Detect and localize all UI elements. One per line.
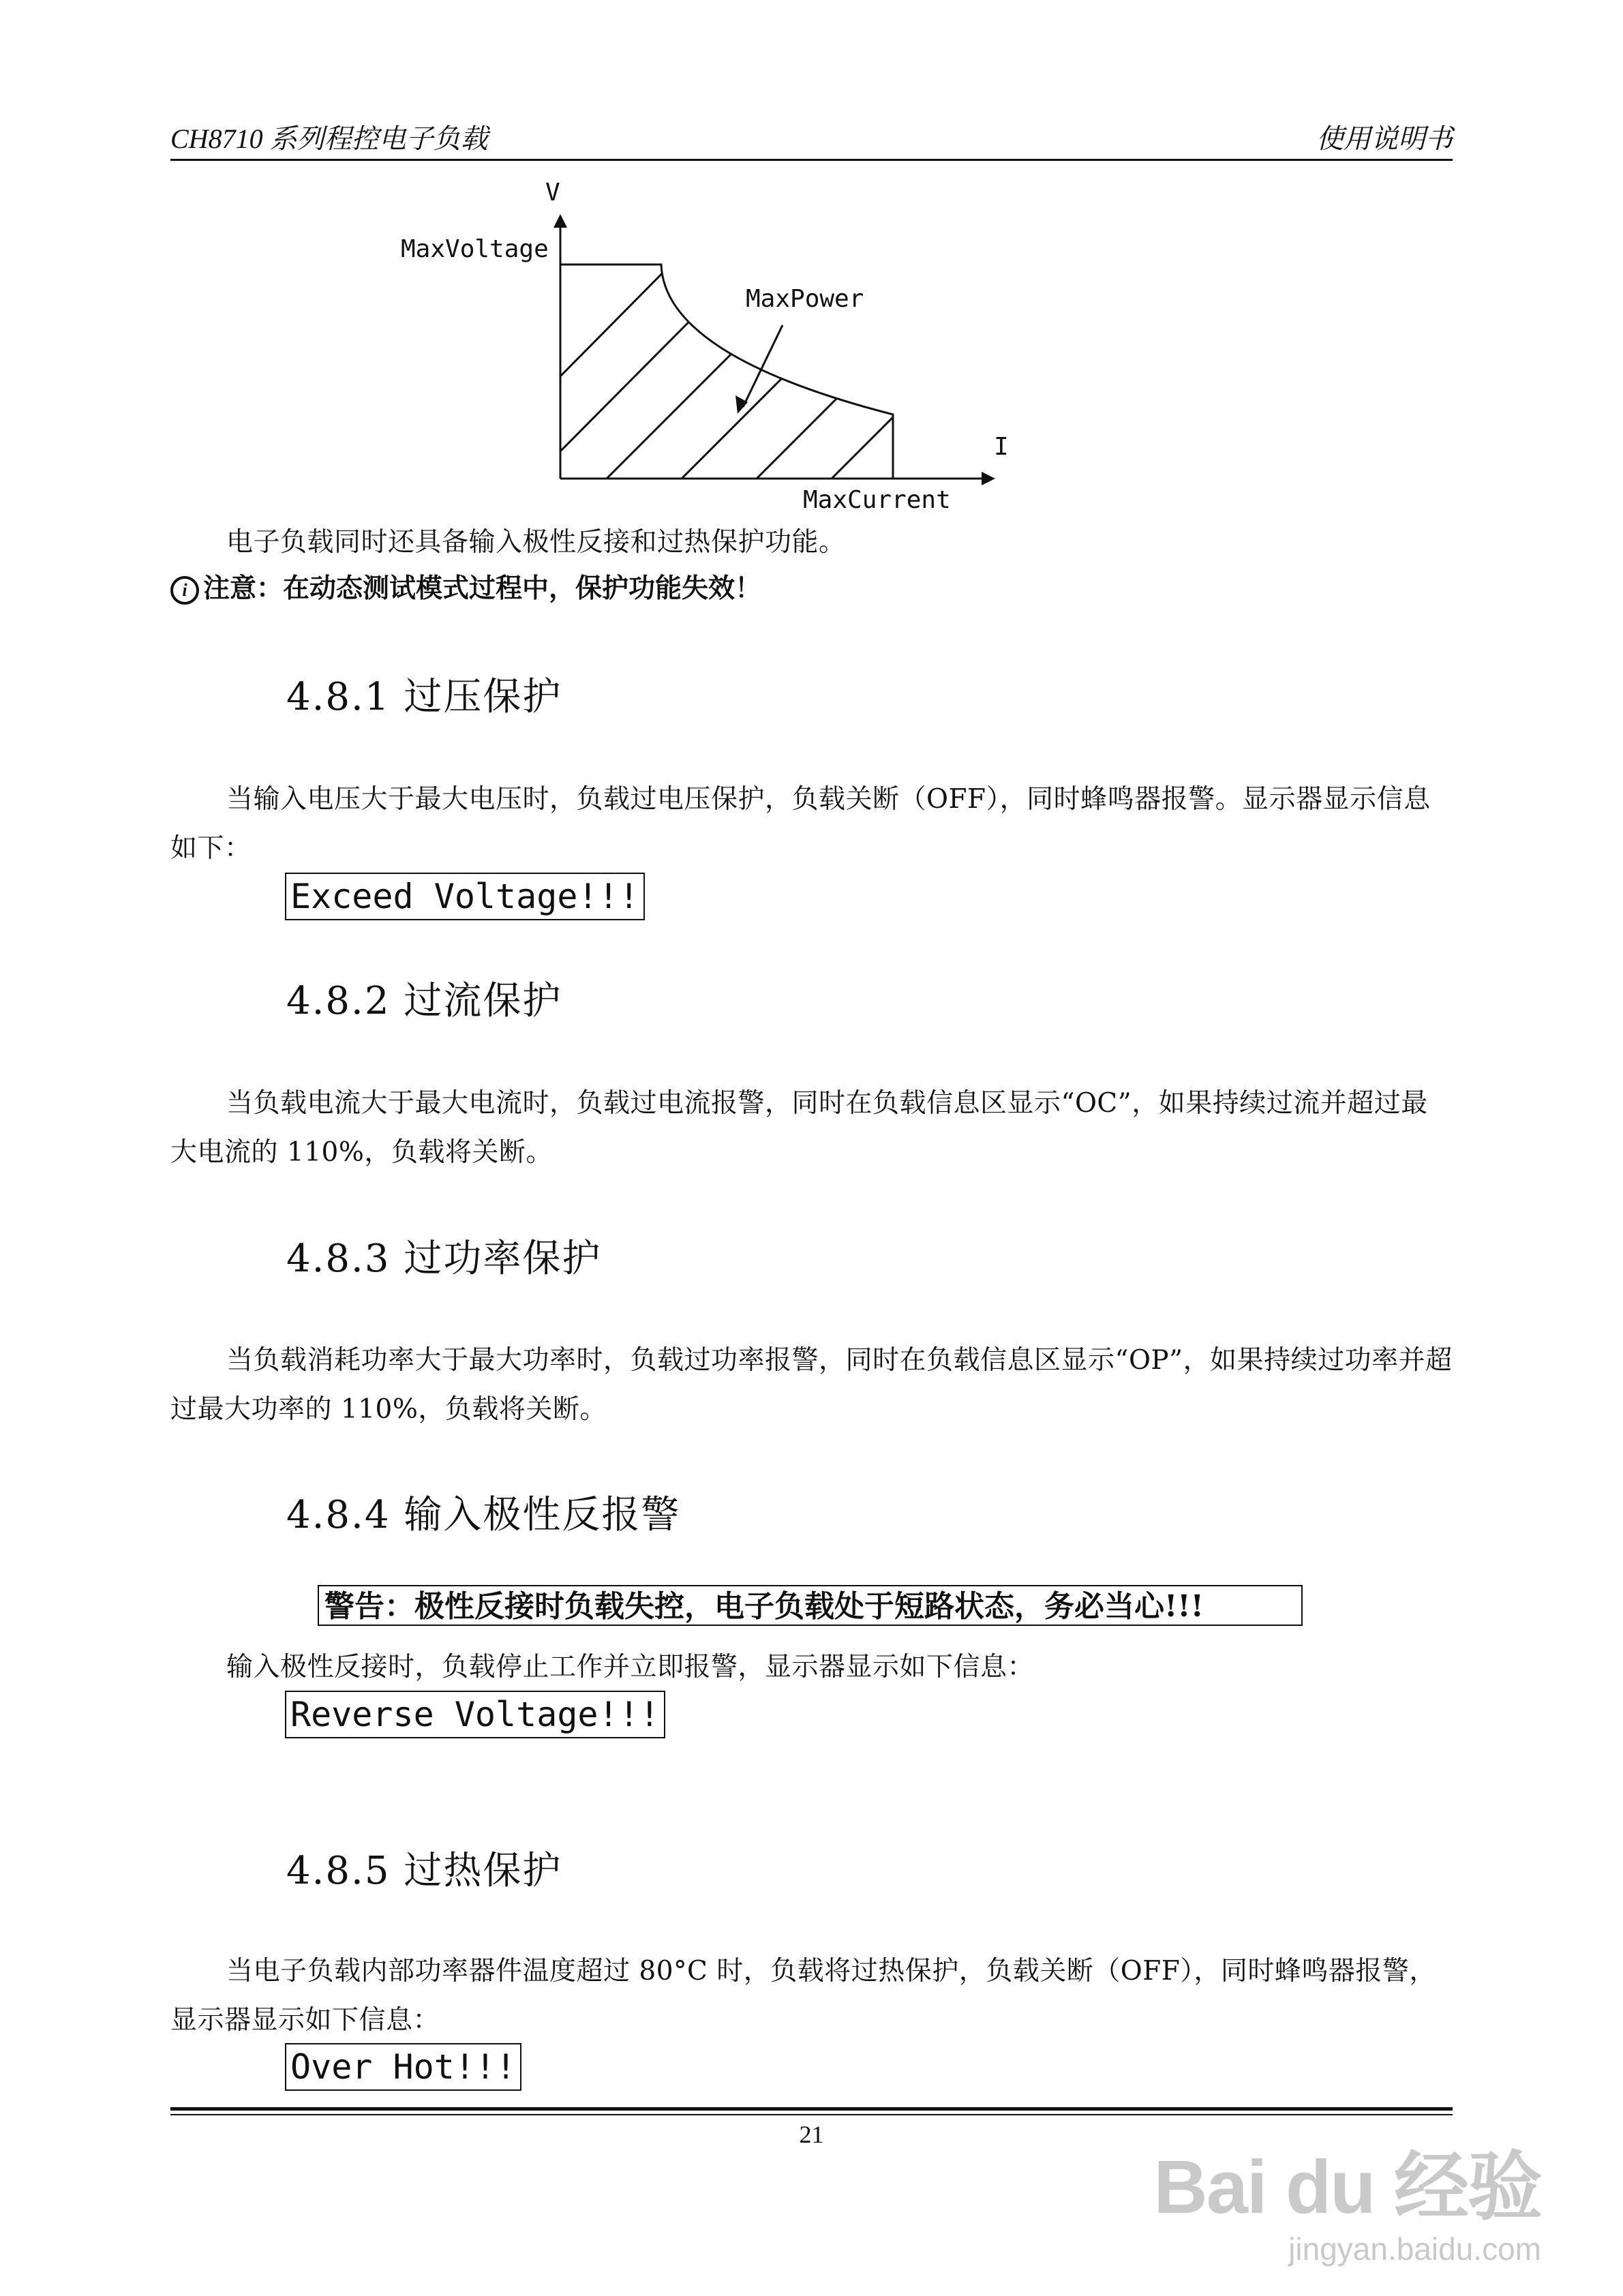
footer-rule-thin xyxy=(170,2114,1453,2115)
max-power-label: MaxPower xyxy=(746,285,864,313)
section-body-4-8-1: 当输入电压大于最大电压时，负载过电压保护，负载关断（OFF），同时蜂鸣器报警。显示器显示信息如下： xyxy=(170,784,1431,864)
header-title: CH8710 系列程控电子负载 xyxy=(170,123,488,154)
watermark-logo: Bai du 经验 xyxy=(1153,2145,1541,2229)
x-axis-arrow xyxy=(982,472,995,485)
section-body-4-8-2: 当负载电流大于最大电流时，负载过电流报警，同时在负载信息区显示“OC”，如果持续过流并超过最大电流的 110%，负载将关断。 xyxy=(170,1088,1428,1168)
section-body-4-8-3: 当负载消耗功率大于最大功率时，负载过功率报警，同时在负载信息区显示“OP”，如果持续过功率并超过最大功率的 110%，负载将关断。 xyxy=(170,1345,1453,1425)
max-current-label: MaxCurrent xyxy=(803,486,951,514)
section-heading-4-8-4: 4.8.4 输入极性反报警 xyxy=(286,1493,681,1537)
maxpower-pointer-head xyxy=(735,395,748,414)
max-voltage-label: MaxVoltage xyxy=(401,235,549,263)
maxpower-pointer xyxy=(743,325,783,407)
note-text: 注意：在动态测试模式过程中，保护功能失效！ xyxy=(203,573,762,604)
y-axis-label: V xyxy=(545,179,560,207)
watermark-url: jingyan.baidu.com xyxy=(1288,2231,1541,2267)
display-over-hot: Over Hot!!! xyxy=(285,2043,521,2091)
section-heading-4-8-3: 4.8.3 过功率保护 xyxy=(286,1237,602,1281)
info-icon: i xyxy=(170,576,199,605)
header-doc-type: 使用说明书 xyxy=(1316,123,1453,154)
section-heading-4-8-2: 4.8.2 过流保护 xyxy=(286,979,562,1023)
section-heading-4-8-5: 4.8.5 过热保护 xyxy=(286,1849,562,1893)
vi-protection-diagram xyxy=(382,179,1036,519)
intro-paragraph: 电子负载同时还具备输入极性反接和过热保护功能。 xyxy=(226,527,846,558)
section-heading-4-8-1: 4.8.1 过压保护 xyxy=(286,675,562,719)
x-axis-label: I xyxy=(994,433,1009,461)
y-axis-arrow xyxy=(553,214,567,228)
display-exceed-voltage: Exceed Voltage!!! xyxy=(285,873,645,920)
warning-box: 警告：极性反接时负载失控，电子负载处于短路状态，务必当心!!! xyxy=(318,1585,1303,1626)
footer-rule-thick xyxy=(170,2107,1453,2111)
page-number: 21 xyxy=(799,2121,824,2148)
section-body-4-8-5: 当电子负载内部功率器件温度超过 80°C 时，负载将过热保护，负载关断（OFF），同时蜂鸣器报警，显示器显示如下信息： xyxy=(170,1956,1436,2036)
baidu-watermark xyxy=(1153,2127,1541,2267)
note-line xyxy=(170,567,761,605)
header-rule xyxy=(170,159,1453,161)
display-reverse-voltage: Reverse Voltage!!! xyxy=(285,1691,665,1738)
section-body-4-8-4: 输入极性反接时，负载停止工作并立即报警，显示器显示如下信息： xyxy=(226,1652,1035,1682)
